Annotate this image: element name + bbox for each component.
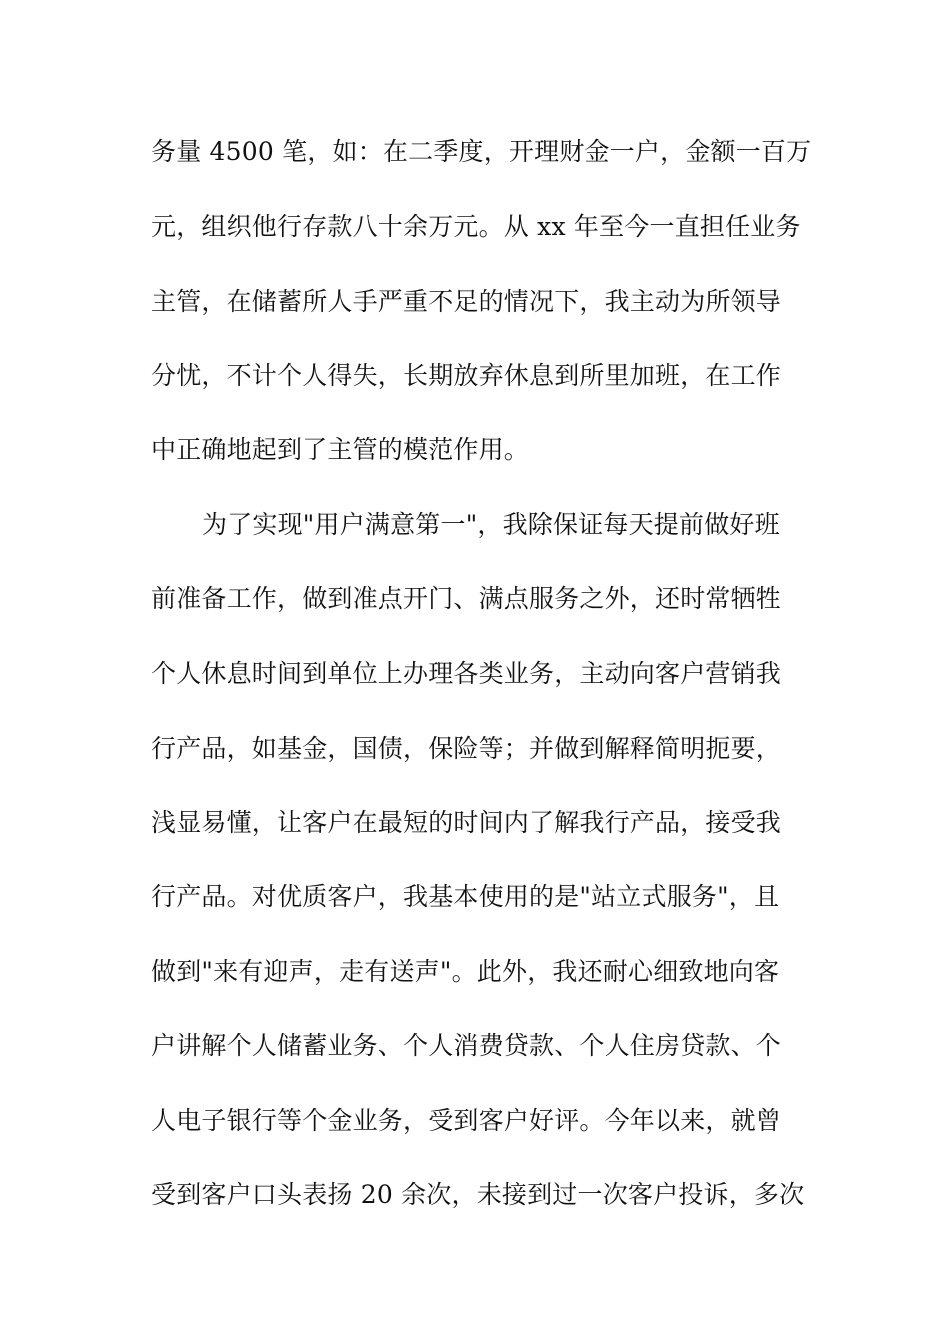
text-line: 受到客户口头表扬 20 余次，未接到过一次客户投诉，多次 bbox=[151, 1180, 805, 1209]
text-line: 为了实现"用户满意第一"，我除保证每天提前做好班 bbox=[202, 510, 780, 539]
text-line: 中正确地起到了主管的模范作用。 bbox=[151, 435, 530, 464]
text-line: 个人休息时间到单位上办理各类业务，主动向客户营销我 bbox=[151, 659, 782, 688]
text-line: 前准备工作，做到准点开门、满点服务之外，还时常牺牲 bbox=[151, 584, 782, 613]
text-line: 做到"来有迎声，走有送声"。此外，我还耐心细致地向客 bbox=[151, 957, 780, 986]
text-line: 户讲解个人储蓄业务、个人消费贷款、个人住房贷款、个 bbox=[151, 1031, 782, 1060]
text-line: 主管，在储蓄所人手严重不足的情况下，我主动为所领导 bbox=[151, 287, 782, 316]
text-line: 务量 4500 笔，如：在二季度，开理财金一户，金额一百万 bbox=[151, 137, 812, 166]
text-line: 人电子银行等个金业务，受到客户好评。今年以来，就曾 bbox=[151, 1106, 782, 1135]
text-line: 行产品，如基金，国债，保险等；并做到解释简明扼要， bbox=[151, 734, 782, 763]
text-line: 分忧，不计个人得失，长期放弃休息到所里加班，在工作 bbox=[151, 361, 782, 390]
text-line: 元，组织他行存款八十余万元。从 xx 年至今一直担任业务 bbox=[151, 212, 801, 241]
text-line: 浅显易懂，让客户在最短的时间内了解我行产品，接受我 bbox=[151, 808, 782, 837]
text-line: 行产品。对优质客户，我基本使用的是"站立式服务"，且 bbox=[151, 882, 780, 911]
